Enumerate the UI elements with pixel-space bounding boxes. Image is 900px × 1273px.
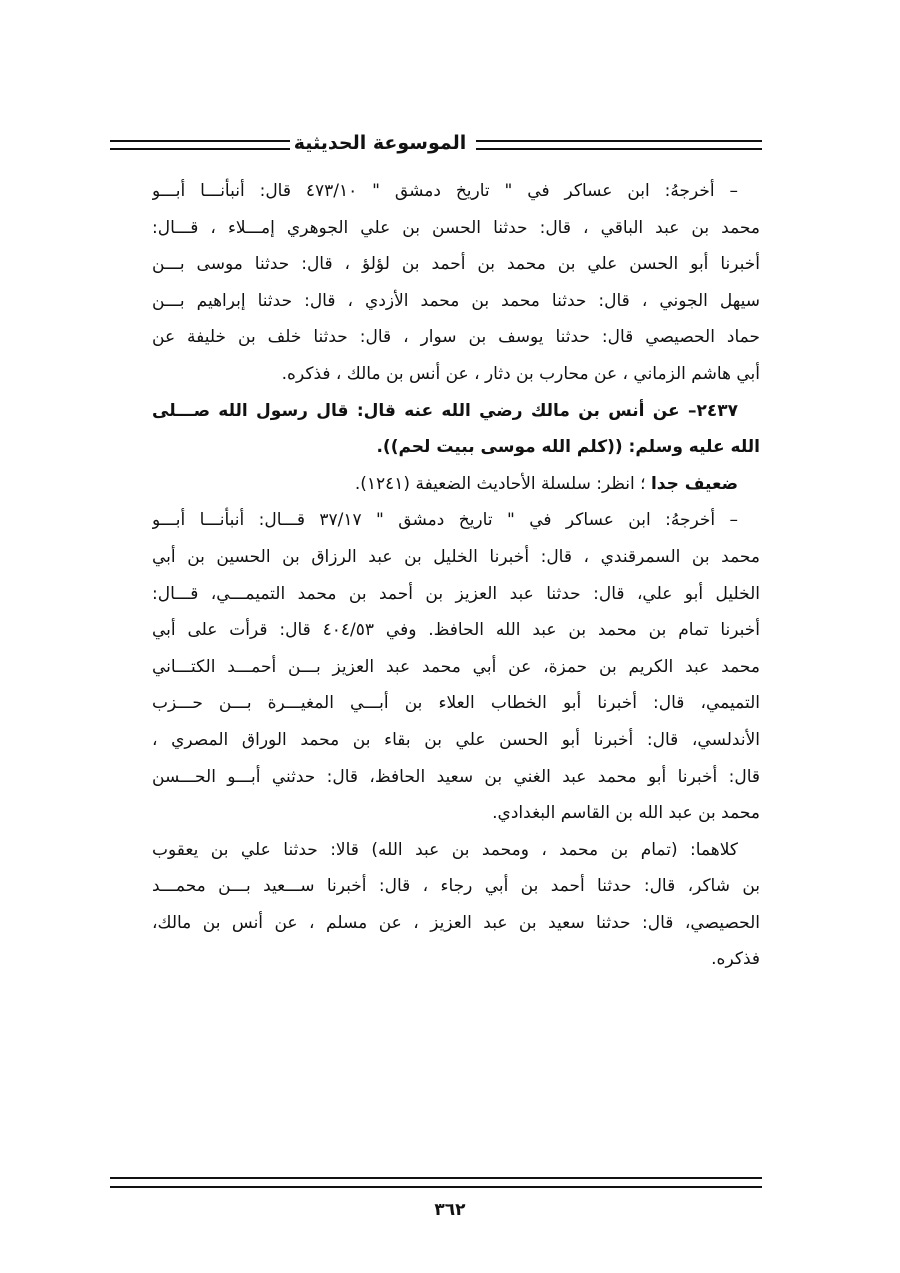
text-line: بن شاكر، قال: حدثنا أحمد بن أبي رجاء ، قال: أخبرنا ســـعيد بـــن محمـــد: [152, 876, 760, 897]
text-line: كلاهما: (تمام بن محمد ، ومحمد بن عبد الله) قالا: حدثنا علي بن يعقوب: [152, 839, 738, 860]
paragraph-takhrij-2: [152, 502, 760, 831]
footer-rule: [110, 1177, 762, 1188]
grade-reference: ؛ انظر: سلسلة الأحاديث الضعيفة (١٢٤١).: [354, 473, 646, 494]
text-line: الحصيصي، قال: حدثنا سعيد بن عبد العزيز ، عن مسلم ، عن أنس بن مالك،: [152, 912, 760, 933]
text-line: الأندلسي، قال: أخبرنا أبو الحسن علي بن بقاء بن محمد الوراق المصري ،: [152, 729, 760, 750]
text-line: محمد عبد الكريم بن حمزة، عن أبي محمد عبد العزيز بـــن أحمـــد الكتـــاني: [152, 656, 760, 677]
paragraph-takhrij-1: [152, 173, 760, 393]
text-line: محمد بن عبد الباقي ، قال: حدثنا الحسن بن علي الجوهري إمـــلاء ، قـــال:: [152, 217, 760, 238]
grade-label: ضعيف جدا: [650, 473, 738, 494]
text-line: محمد بن السمرقندي ، قال: أخبرنا الخليل بن عبد الرزاق بن الحسين بن أبي: [152, 546, 760, 567]
text-line: – أخرجهُ: ابن عساكر في " تاريخ دمشق " ٤٧٣/١٠ قال: أنبأنـــا أبـــو: [152, 181, 738, 201]
text-line: التميمي، قال: أخبرنا أبو الخطاب العلاء بن أبـــي المغيـــرة بـــن حـــزب: [152, 693, 760, 714]
text-line: – أخرجهُ: ابن عساكر في " تاريخ دمشق " ٣٧/١٧ قـــال: أنبأنـــا أبـــو: [152, 510, 738, 531]
text-line: حماد الحصيصي قال: حدثنا يوسف بن سوار ، قال: حدثنا خلف بن خليفة عن: [152, 327, 760, 348]
text-line: قال: أخبرنا أبو محمد عبد الغني بن سعيد الحافظ، قال: حدثني أبـــو الحـــسن: [152, 766, 760, 787]
page-number: ٣٦٢: [434, 1200, 466, 1220]
text-line: أخبرنا تمام بن محمد بن عبد الله الحافظ. وفي ٤٠٤/٥٣ قال: قرأت على أبي: [152, 620, 760, 641]
text-line: ٢٤٣٧– عن أنس بن مالك رضي الله عنه قال: قال رسول الله صـــلى: [152, 400, 738, 421]
text-line: أخبرنا أبو الحسن علي بن محمد بن أحمد بن لؤلؤ ، قال: حدثنا موسى بـــن: [152, 254, 760, 275]
hadith-2437: [152, 393, 760, 466]
text-line: الخليل أبو علي، قال: حدثنا عبد العزيز بن أحمد بن محمد التميمـــي، قـــال:: [152, 583, 760, 604]
hadith-grade: [152, 466, 760, 503]
text-line: الله عليه وسلم: ((كلم الله موسى ببيت لحم)).: [376, 437, 760, 458]
header-rule-right: [476, 140, 762, 150]
text-line: فذكره.: [711, 949, 760, 970]
text-line: سيهل الجوني ، قال: حدثنا محمد بن محمد الأزدي ، قال: حدثنا إبراهيم بـــن: [152, 290, 760, 311]
header-title: الموسوعة الحديثية: [293, 132, 467, 154]
running-header: [110, 128, 762, 158]
paragraph-summary: [152, 832, 760, 978]
text-line: أبي هاشم الزماني ، عن محارب بن دثار ، عن أنس بن مالك ، فذكره.: [281, 363, 760, 384]
text-line: محمد بن عبد الله بن القاسم البغدادي.: [492, 803, 760, 824]
body-text: [152, 173, 760, 978]
header-rule-left: [110, 140, 290, 150]
